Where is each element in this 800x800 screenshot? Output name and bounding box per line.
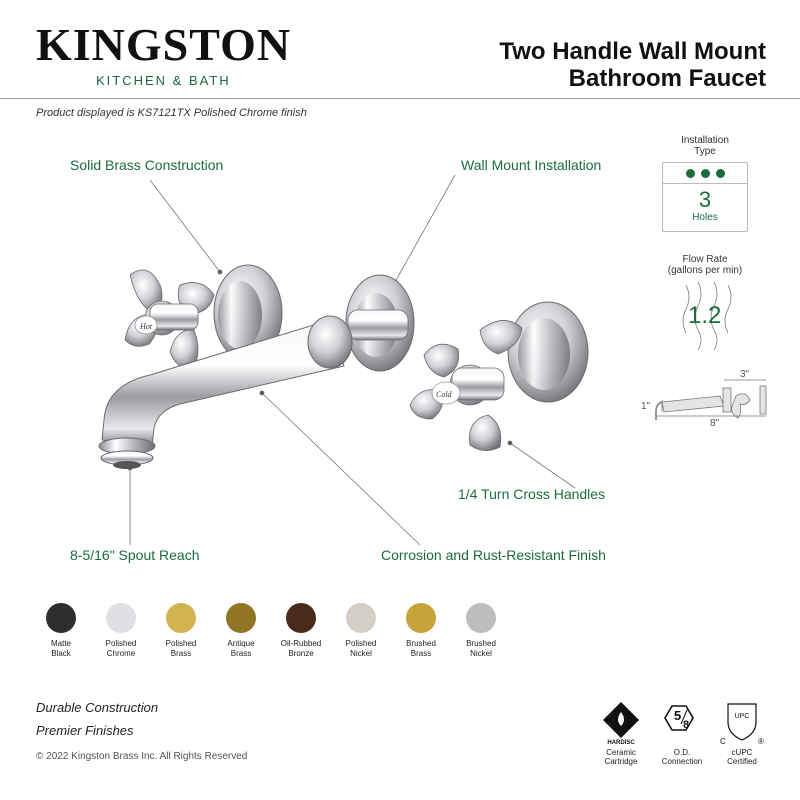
footer-durable: Durable Construction (36, 700, 159, 715)
dimension-height: 1" (641, 401, 651, 412)
copyright: © 2022 Kingston Brass Inc. All Rights Reserved (36, 751, 248, 762)
center-escutcheon (346, 275, 414, 371)
title-line-2: Bathroom Faucet (568, 65, 766, 92)
product-caption: Product displayed is KS7121TX Polished Chrome finish (36, 107, 307, 119)
hole-dot-icon (686, 169, 695, 178)
flow-rate-value: 1.2 (688, 302, 722, 329)
right-escutcheon (508, 302, 588, 402)
holes-label: Holes (692, 212, 718, 223)
installation-type-label: Installation Type (681, 135, 729, 157)
installation-holes-box (662, 162, 748, 232)
swatch-label: Polished Nickel (345, 639, 377, 658)
holes-count: 3 (698, 187, 712, 212)
callout-wall-mount: Wall Mount Installation (461, 157, 602, 173)
footer-premier: Premier Finishes (36, 723, 134, 738)
od-connection-icon (665, 706, 693, 731)
hot-handle-label: Hot (140, 322, 152, 331)
swatch-label: Antique Brass (227, 639, 255, 658)
cupc-icon (720, 704, 764, 746)
hole-dot-icon (701, 169, 710, 178)
callout-spout-reach: 8-5/16" Spout Reach (70, 547, 200, 563)
svg-text:5: 5 (674, 708, 682, 723)
hole-dot-icon (716, 169, 725, 178)
od-connection-label: O.D. Connection (661, 748, 703, 766)
hardisc-label: Ceramic Cartridge (604, 748, 638, 766)
cupc-label: cUPC Certified (727, 748, 757, 766)
callout-cross-handles: 1/4 Turn Cross Handles (458, 486, 606, 502)
swatch-label: Matte Black (50, 639, 71, 658)
dimension-diagram (656, 380, 766, 420)
svg-text:®: ® (758, 737, 764, 746)
certification-icons (595, 698, 775, 746)
callout-finish: Corrosion and Rust-Resistant Finish (381, 547, 606, 563)
title-line-1: Two Handle Wall Mount (499, 38, 766, 65)
svg-text:HARDISC: HARDISC (607, 740, 635, 746)
brand-subtitle: KITCHEN & BATH (96, 73, 231, 88)
hardisc-icon (603, 702, 639, 746)
swatch-label: Polished Chrome (105, 639, 137, 658)
cold-handle-label: Cold (436, 390, 452, 399)
svg-text:C: C (720, 737, 726, 746)
dimension-length: 8" (710, 418, 720, 429)
brand-logo: KINGSTON (36, 19, 292, 70)
flow-rate-label: Flow Rate (gallons per min) (667, 254, 743, 276)
right-cross-handle (410, 320, 522, 450)
svg-text:UPC: UPC (734, 713, 750, 720)
swatch-label: Brushed Nickel (466, 639, 496, 658)
svg-text:8: 8 (683, 719, 690, 731)
swatch-label: Polished Brass (165, 639, 197, 658)
holes-divider (663, 183, 747, 184)
swatch-label: Brushed Brass (406, 639, 436, 658)
left-cross-handle (125, 270, 214, 369)
swatch-label: Oil-Rubbed Bronze (280, 639, 322, 658)
dimension-top: 3" (740, 369, 750, 380)
callout-solid-brass: Solid Brass Construction (70, 157, 224, 173)
